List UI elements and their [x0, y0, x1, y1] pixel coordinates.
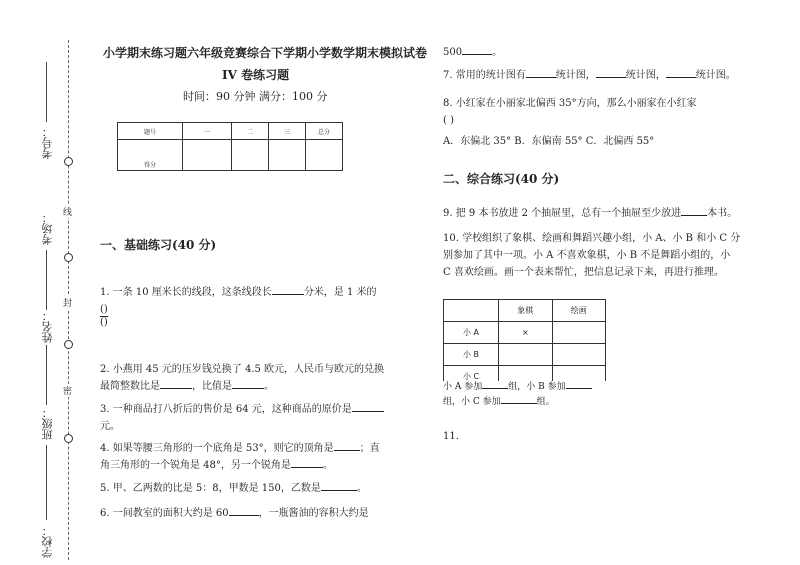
score-cell[interactable] — [232, 140, 269, 171]
q4-text-4: 。 — [322, 460, 333, 471]
seal-char-secret: 密 — [63, 384, 72, 397]
class-label: 班级： — [41, 407, 54, 440]
q7-blank-3[interactable] — [666, 77, 696, 78]
q7-text-1: 7. 常用的统计图有 — [443, 70, 526, 81]
score-cell[interactable] — [306, 140, 343, 171]
q7-blank-1[interactable] — [526, 77, 556, 78]
q10-answer — [443, 380, 643, 410]
table-cell[interactable] — [499, 344, 552, 366]
table-header-cell — [444, 300, 499, 322]
exam-number-line — [46, 62, 47, 122]
q6-cont-text: 500 — [443, 47, 463, 58]
q2-text-3: ，比值是 — [192, 381, 232, 392]
score-cell[interactable] — [269, 140, 306, 171]
q5-blank[interactable] — [321, 490, 357, 491]
name-label: 姓名： — [41, 310, 54, 343]
q6-blank-2[interactable] — [462, 54, 492, 55]
score-header-cell: 一 — [183, 123, 232, 140]
table-row — [444, 322, 606, 344]
q1-frac-top: () — [100, 304, 108, 315]
score-row-label: 得分 — [118, 140, 183, 171]
reasoning-table — [443, 299, 606, 381]
question-5 — [100, 480, 406, 497]
table-header-cell: 象棋 — [499, 300, 552, 322]
q6-text-2: ，一瓶酱油的容积大约是 — [258, 508, 369, 519]
q4-blank-2[interactable] — [291, 467, 323, 468]
binding-hole — [64, 434, 73, 443]
question-11: 11. — [443, 431, 459, 442]
q2-text-2: 最简整数比是 — [100, 381, 160, 392]
name-line — [46, 345, 47, 405]
q7-text-4: 统计图。 — [695, 70, 736, 81]
q3-blank[interactable] — [352, 411, 384, 412]
q2-text-1: 2. 小燕用 45 元的压岁钱兑换了 4.5 欧元，人民币与欧元的兑换 — [100, 364, 385, 375]
table-row — [444, 344, 606, 366]
q1-blank[interactable] — [272, 294, 304, 295]
q8-options: A．东偏北 35° B．东偏南 55° C．北偏西 55° — [443, 136, 655, 147]
q6-blank-1[interactable] — [229, 515, 259, 516]
seal-char-line: 线 — [63, 205, 72, 218]
table-cell[interactable] — [552, 344, 605, 366]
exam-room-label: 考场： — [41, 212, 54, 245]
table-header-cell: 绘画 — [552, 300, 605, 322]
ans-text-1: 小 A 参加 — [443, 382, 483, 392]
q8-text-1: 8. 小红家在小丽家北偏西 35°方向，那么小丽家在小红家 — [443, 98, 697, 109]
page-subtitle: IV 卷练习题 — [222, 68, 290, 82]
q9-text-2: 本书。 — [707, 208, 738, 219]
q3-text-2: 元。 — [100, 421, 120, 432]
q7-text-2: 统计图， — [555, 70, 596, 81]
question-8 — [443, 95, 773, 129]
table-cell[interactable] — [552, 322, 605, 344]
section2-title: 二、综合练习(40 分) — [443, 172, 560, 186]
question-9 — [443, 205, 773, 222]
page-title: 小学期末练习题六年级竞赛综合下学期小学数学期末模拟试卷 — [103, 46, 428, 60]
binding-hole — [64, 253, 73, 262]
q6-text-1: 6. 一间教室的面积大约是 60 — [100, 508, 229, 519]
q1-fraction — [100, 304, 108, 329]
question-2 — [100, 361, 406, 395]
question-4 — [100, 440, 406, 474]
ans-blank-b[interactable] — [566, 388, 592, 389]
reasoning-table-wrap — [443, 299, 606, 381]
q4-text-3: 角三角形的一个锐角是 48°，另一个锐角是 — [100, 460, 291, 471]
exam-number-label: 考号： — [41, 126, 54, 159]
q9-blank[interactable] — [681, 215, 707, 216]
question-10 — [443, 230, 783, 281]
q1-frac-bottom: () — [100, 317, 108, 328]
q1-text: 1. 一条 10 厘米长的线段，这条线段长 — [100, 287, 272, 298]
class-line — [46, 445, 47, 520]
q9-text-1: 9. 把 9 本书放进 2 个抽屉里，总有一个抽屉至少放进 — [443, 208, 682, 219]
ans-text-2: 组，小 B 参加 — [508, 382, 566, 392]
binding-hole — [64, 340, 73, 349]
table-row-name: 小 C — [444, 366, 499, 382]
question-1 — [100, 284, 400, 301]
q7-blank-2[interactable] — [596, 77, 626, 78]
q1-text-2: 分米，是 1 米的 — [303, 287, 377, 298]
q2-blank-2[interactable] — [232, 388, 264, 389]
q4-text-1: 4. 如果等腰三角形的一个底角是 53°，则它的顶角是 — [100, 443, 334, 454]
q4-blank-1[interactable] — [334, 450, 360, 451]
score-cell[interactable] — [183, 140, 232, 171]
section1-title: 一、基础练习(40 分) — [100, 238, 217, 252]
table-row-name: 小 B — [444, 344, 499, 366]
exam-room-line — [46, 250, 47, 310]
question-3 — [100, 401, 406, 435]
seal-char-seal: 封 — [63, 296, 72, 309]
binding-hole — [64, 157, 73, 166]
q4-text-2: ；直 — [359, 443, 380, 454]
q2-blank-1[interactable] — [160, 388, 192, 389]
q5-text-1: 5. 甲、乙两数的比是 5：8，甲数是 150，乙数是 — [100, 483, 321, 494]
time-info: 时间：90 分钟 满分：100 分 — [183, 90, 328, 103]
ans-text-4: 组。 — [536, 397, 555, 407]
table-row — [444, 366, 606, 382]
table-row-name: 小 A — [444, 322, 499, 344]
q10-text-2: 别参加了其中一项。小 A 不喜欢象棋，小 B 不是舞蹈小组的，小 — [443, 250, 731, 261]
q5-text-2: 。 — [356, 483, 367, 494]
q6-cont-end: 。 — [492, 47, 503, 58]
q8-text-2: ( ) — [443, 115, 454, 126]
question-7 — [443, 67, 773, 84]
ans-text-3: 组，小 C 参加 — [443, 397, 501, 407]
table-cell[interactable]: × — [499, 322, 552, 344]
score-header-cell: 总分 — [306, 123, 343, 140]
score-header-cell: 三 — [269, 123, 306, 140]
q10-text-1: 10. 学校组织了象棋、绘画和舞蹈兴趣小组，小 A、小 B 和小 C 分 — [443, 233, 741, 244]
school-label: 学校： — [41, 525, 54, 558]
q10-text-3: C 喜欢绘画。画一个表来帮忙，把信息记录下来，再进行推理。 — [443, 267, 724, 278]
table-cell[interactable] — [499, 366, 552, 382]
q3-text-1: 3. 一种商品打八折后的售价是 64 元，这种商品的原价是 — [100, 404, 352, 415]
score-table — [117, 122, 343, 171]
q2-text-4: 。 — [264, 381, 274, 392]
q7-text-3: 统计图， — [625, 70, 666, 81]
ans-blank-a[interactable] — [482, 388, 508, 389]
table-cell[interactable] — [552, 366, 605, 382]
score-header-cell: 题号 — [118, 123, 183, 140]
ans-blank-c[interactable] — [501, 403, 537, 404]
question-6-continued — [443, 44, 773, 61]
score-header-cell: 二 — [232, 123, 269, 140]
question-6 — [100, 505, 406, 522]
